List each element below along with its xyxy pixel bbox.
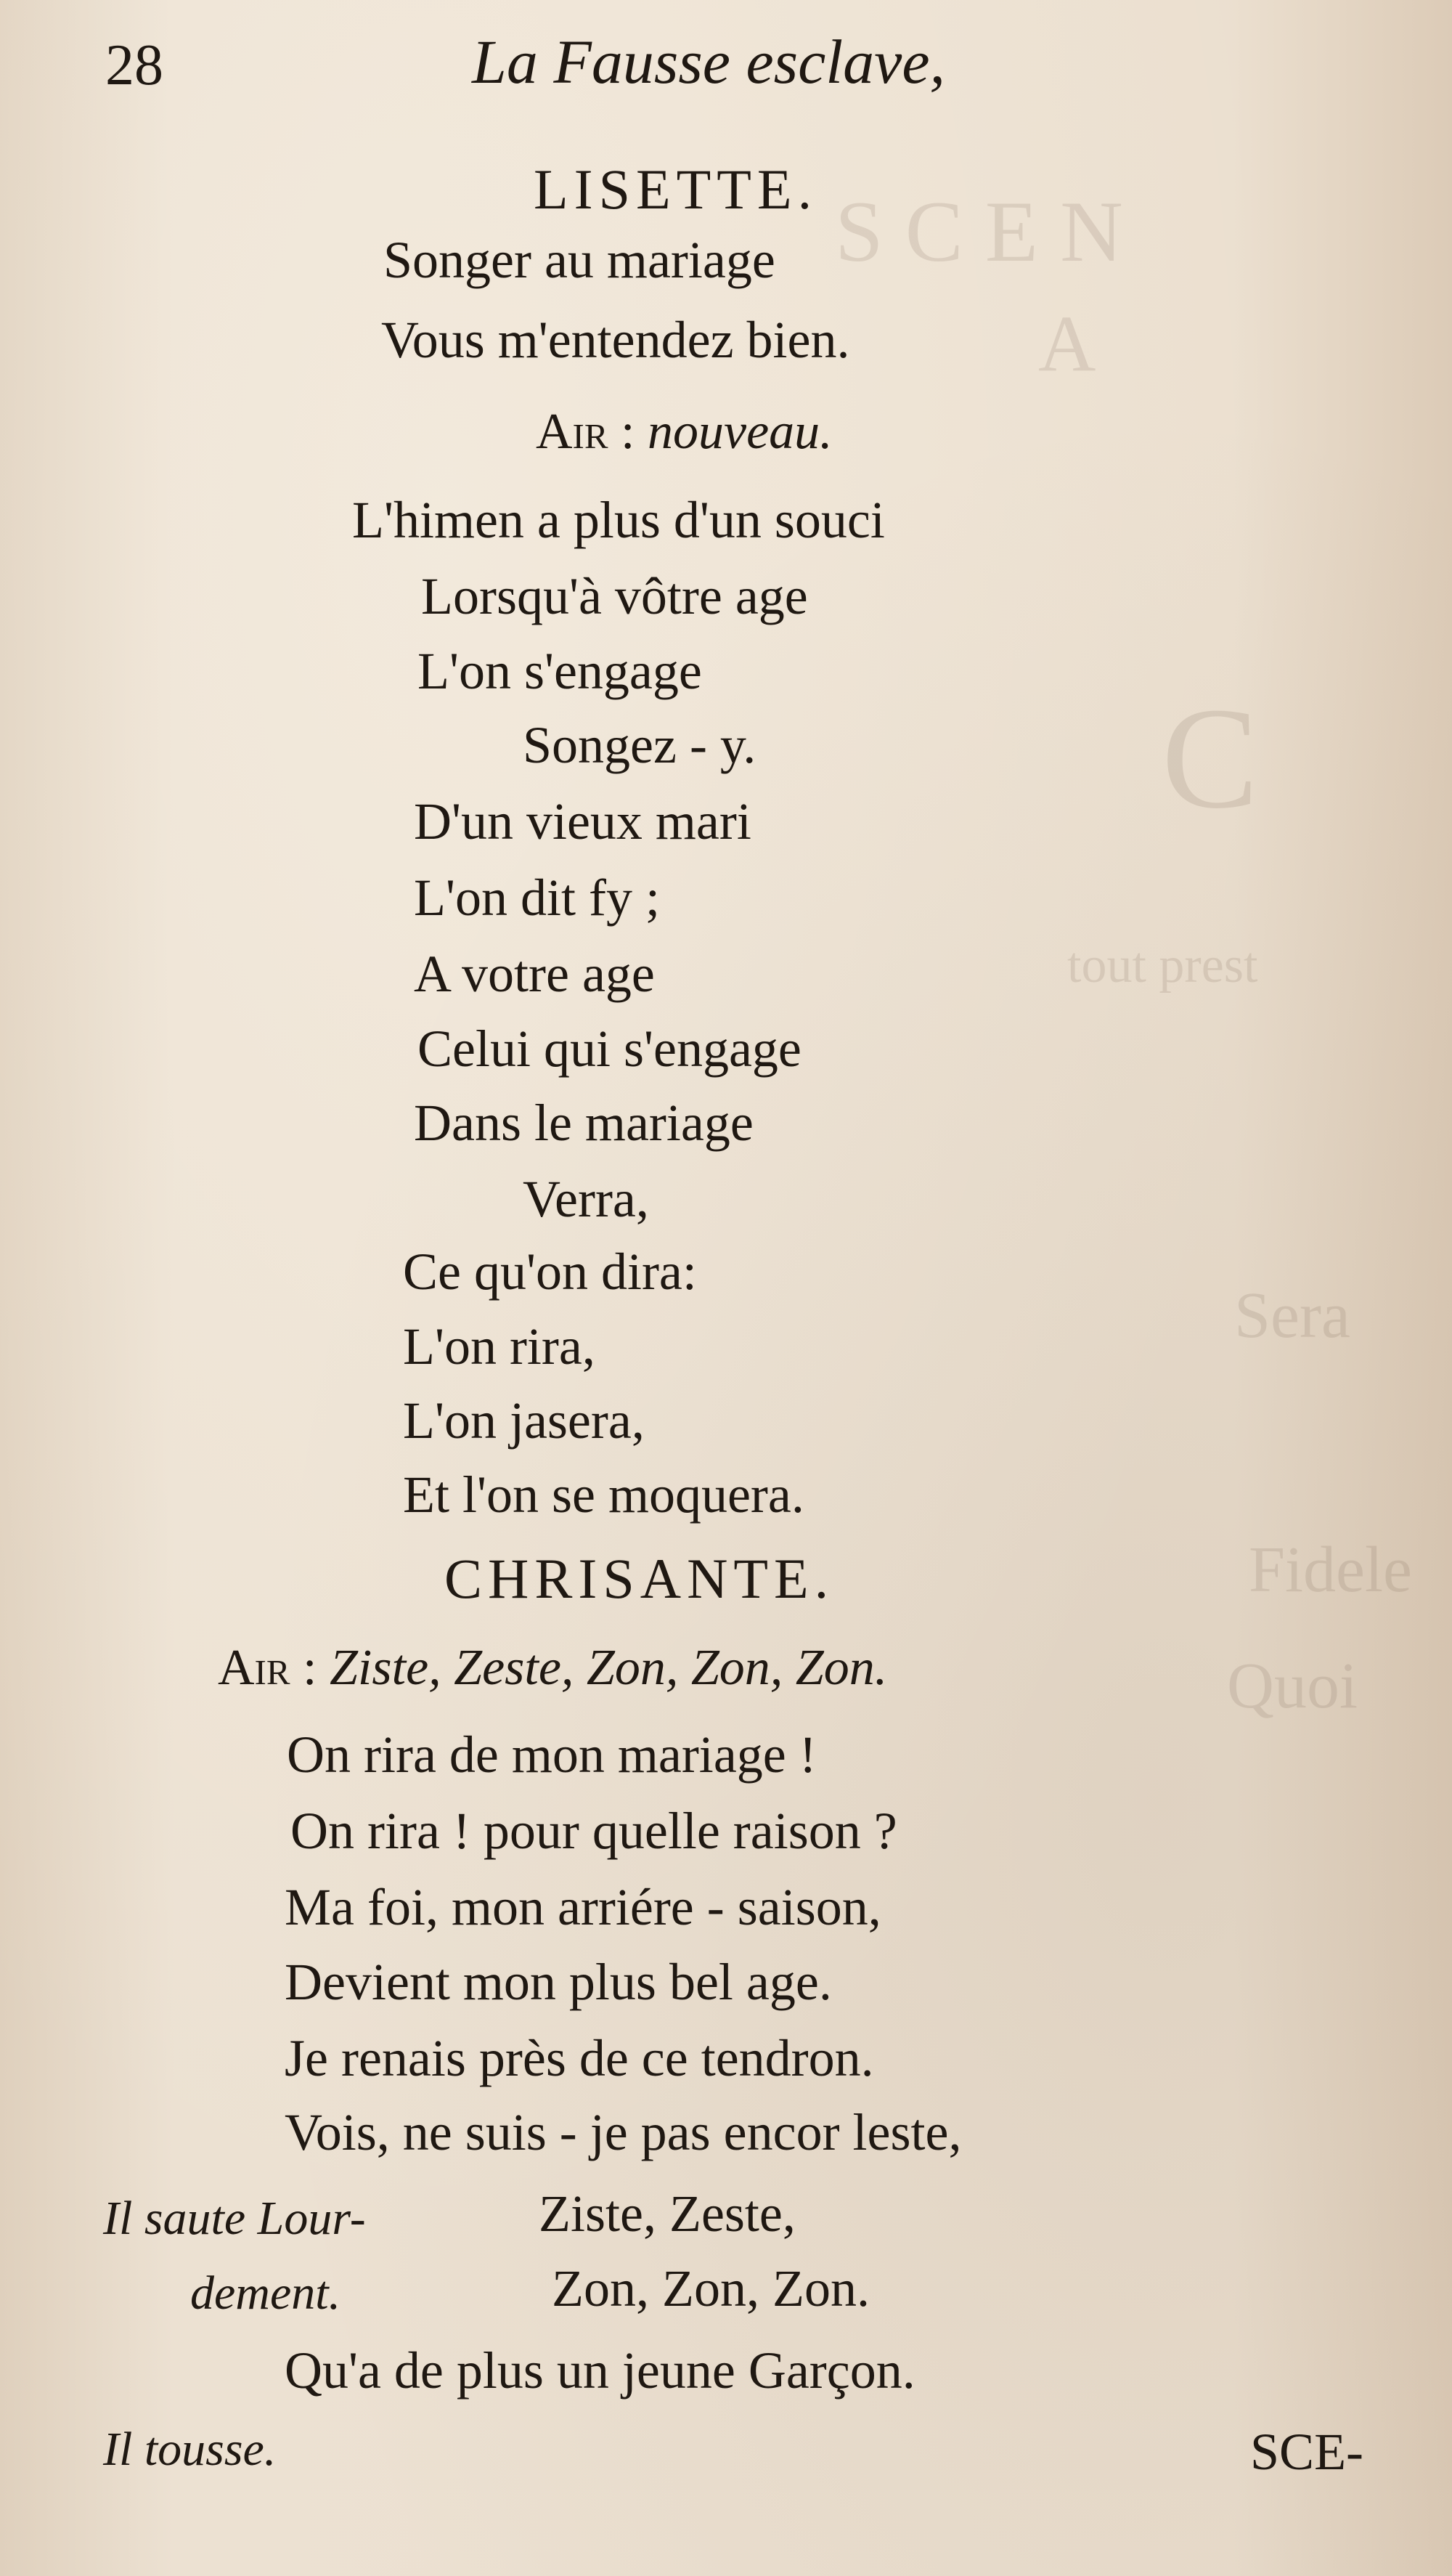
show-through-texture: C (1162, 678, 1259, 839)
verse-line: Zon, Zon, Zon. (552, 2259, 870, 2317)
show-through-texture: Fidele (1249, 1534, 1412, 1606)
verse-line: Ce qu'on dira: (403, 1243, 697, 1301)
verse-line: On rira ! pour quelle raison ? (290, 1802, 897, 1860)
verse-line: L'on dit fy ; (414, 869, 660, 927)
verse-line: A votre age (414, 945, 655, 1003)
verse-line: Songez - y. (523, 716, 756, 774)
verse-line: L'himen a plus d'un souci (352, 491, 885, 549)
verse-line: L'on s'engage (417, 642, 702, 700)
show-through-texture: Quoi (1227, 1650, 1358, 1722)
catchword: SCE- (1250, 2423, 1364, 2481)
verse-line: D'un vieux mari (414, 792, 751, 850)
page-number: 28 (105, 33, 163, 97)
air-name: Ziste, Zeste, Zon, Zon, Zon. (330, 1640, 888, 1696)
verse-line: On rira de mon mariage ! (287, 1726, 817, 1784)
verse-line: Celui qui s'engage (417, 1020, 802, 1078)
air-heading (536, 404, 833, 460)
verse-line: Ma foi, mon arriére - saison, (285, 1878, 881, 1936)
verse-line: L'on jasera, (403, 1391, 645, 1450)
running-title: La Fausse esclave, (472, 27, 946, 97)
verse-line: Qu'a de plus un jeune Garçon. (285, 2341, 915, 2400)
verse-line: Vois, ne suis - je pas encor leste, (285, 2103, 962, 2161)
show-through-texture: Sera (1234, 1280, 1350, 1352)
speaker-chrisante: CHRISANTE. (444, 1547, 835, 1610)
verse-line: Et l'on se moquera. (403, 1466, 804, 1524)
verse-line: Songer au mariage (383, 231, 775, 289)
stage-direction: Il tousse. (103, 2423, 277, 2476)
air-heading (218, 1640, 888, 1696)
verse-line: Devient mon plus bel age. (285, 1953, 832, 2011)
air-label: Air : (218, 1640, 317, 1696)
air-label: Air : (536, 404, 635, 460)
verse-line: Lorsqu'à vôtre age (421, 567, 808, 625)
verse-line: L'on rira, (403, 1317, 595, 1376)
stage-direction: dement. (190, 2267, 341, 2320)
verse-line: Verra, (523, 1170, 649, 1228)
air-name: nouveau. (648, 404, 833, 460)
stage-direction: Il saute Lour- (103, 2192, 366, 2245)
show-through-texture: S C E N (835, 183, 1123, 280)
show-through-texture: tout prest (1067, 938, 1258, 994)
verse-line: Ziste, Zeste, (539, 2185, 796, 2243)
verse-line: Vous m'entendez bien. (381, 311, 850, 369)
verse-line: Dans le mariage (414, 1094, 754, 1152)
show-through-texture: A (1038, 299, 1096, 388)
speaker-lisette: LISETTE. (534, 158, 818, 221)
verse-line: Je renais près de ce tendron. (285, 2029, 874, 2087)
